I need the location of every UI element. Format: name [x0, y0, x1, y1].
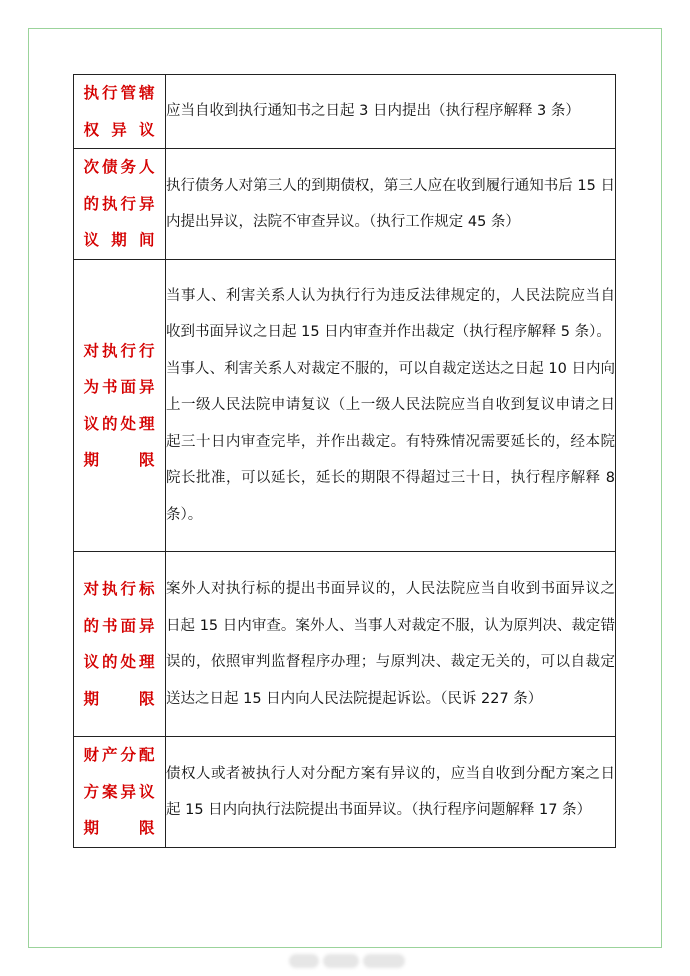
- term-label: 对执行标的书面异议的处理期限: [83, 580, 156, 708]
- description-cell: [166, 149, 616, 260]
- term-label: 次债务人的执行异议期间: [83, 158, 156, 250]
- table-row: [74, 552, 616, 737]
- description-cell: [166, 737, 616, 848]
- description-paragraph: 当事人、利害关系人认为执行行为违反法律规定的，人民法院应当自收到书面异议之日起 15 日内审查并作出裁定（执行程序解释 5 条）。: [166, 287, 615, 341]
- term-label: 对执行行为书面异议的处理期限: [83, 341, 156, 469]
- table-row: [74, 737, 616, 848]
- description-paragraph: 应当自收到执行通知书之日起 3 日内提出（执行程序解释 3 条）: [166, 103, 580, 120]
- term-label: 执行管辖权异议: [83, 84, 156, 139]
- description-paragraph: 债权人或者被执行人对分配方案有异议的，应当自收到分配方案之日起 15 日内向执行法院提出书面异议。（执行程序问题解释 17 条）: [166, 765, 615, 818]
- table-row: [74, 75, 616, 149]
- term-cell: [74, 552, 166, 737]
- term-cell: [74, 149, 166, 260]
- table-row: [74, 260, 616, 552]
- description-cell: [166, 552, 616, 737]
- description-paragraph: 执行债务人对第三人的到期债权，第三人应在收到履行通知书后 15 日内提出异议，法院不审查异议。（执行工作规定 45 条）: [166, 177, 615, 230]
- term-label: 财产分配方案异议期限: [83, 746, 156, 838]
- description-paragraph: 案外人对执行标的提出书面异议的，人民法院应当自收到书面异议之日起 15 日内审查。案外人、当事人对裁定不服，认为原判决、裁定错误的，依照审判监督程序办理；与原判决、裁定无关的，可以自裁定送达之日起 15 日内向人民法院提起诉讼。（民诉 227 条）: [166, 581, 615, 707]
- description-cell: [166, 75, 616, 149]
- term-cell: [74, 737, 166, 848]
- description-cell: [166, 260, 616, 552]
- table-row: [74, 149, 616, 260]
- deadline-table: [73, 74, 616, 848]
- description-paragraph: 当事人、利害关系人对裁定不服的，可以自裁定送达之日起 10 日内向上一级人民法院申请复议（上一级人民法院应当自收到复议申请之日起三十日内审查完毕，并作出裁定。有特殊情况需要延长的，经本院院长批准，可以延长，延长的期限不得超过三十日，执行程序解释 8 条）。: [166, 360, 615, 523]
- term-cell: [74, 75, 166, 149]
- term-cell: [74, 260, 166, 552]
- watermark: [289, 952, 405, 970]
